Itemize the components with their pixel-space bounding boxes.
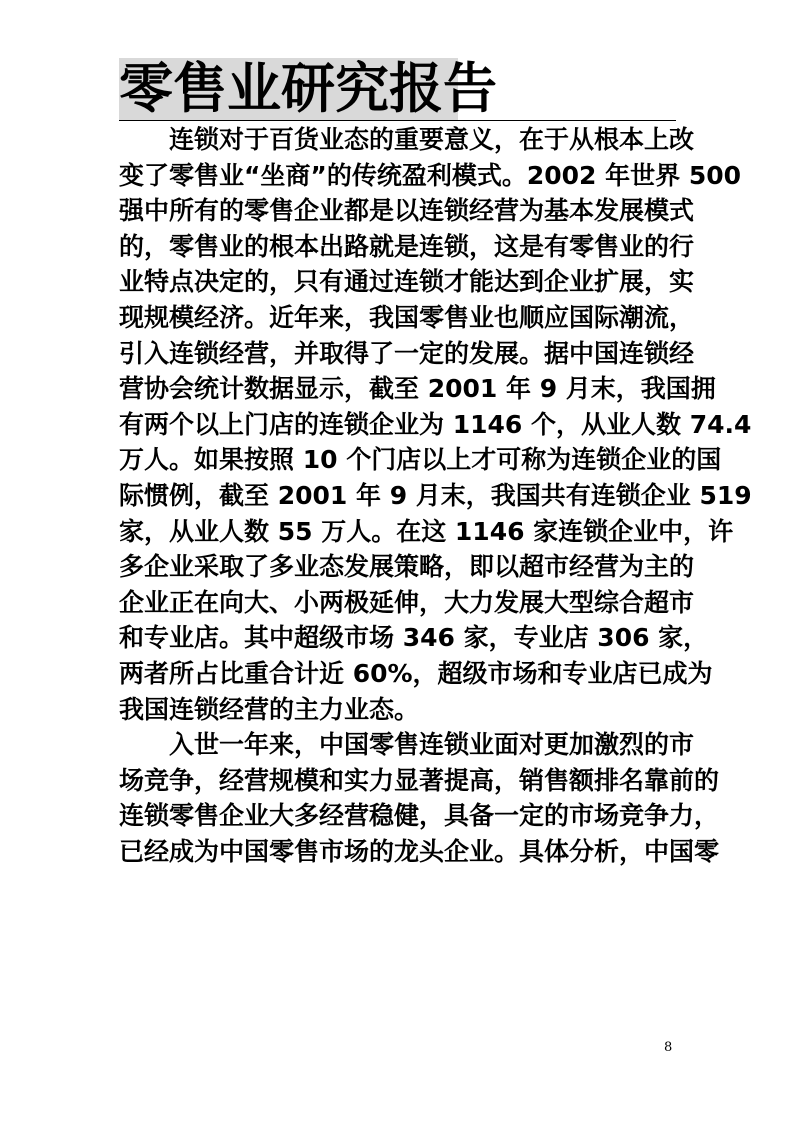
text-line: 变了零售业“坐商”的传统盈利模式。2002 年世界 500 [119,160,742,190]
body-text [119,122,752,869]
text-line: 我国连锁经营的主力业态。 [119,694,420,724]
text-line: 连锁零售企业大多经营稳健，具备一定的市场竞争力， [119,801,720,831]
page-number: 8 [664,1040,673,1055]
text-line: 的，零售业的根本出路就是连锁，这是有零售业的行 [119,231,695,261]
text-line: 家，从业人数 55 万人。在这 1146 家连锁企业中，许 [119,516,734,546]
text-line: 和专业店。其中超级市场 346 家，专业店 306 家， [119,623,709,653]
text-line: 际惯例，截至 2001 年 9 月末，我国共有连锁企业 519 [119,480,752,510]
report-title: 零售业研究报告 [119,57,497,120]
text-line: 有两个以上门店的连锁企业为 1146 个，从业人数 74.4 [119,409,752,439]
text-line: 业特点决定的，只有通过连锁才能达到企业扩展，实 [119,267,695,297]
text-line: 强中所有的零售企业都是以连锁经营为基本发展模式 [119,196,695,226]
text-line: 企业正在向大、小两极延伸，大力发展大型综合超市 [119,587,695,617]
text-line: 两者所占比重合计近 60%，超级市场和专业店已成为 [119,658,713,688]
text-line: 多企业采取了多业态发展策略，即以超市经营为主的 [119,552,695,582]
paragraph-1 [119,122,752,727]
text-line: 引入连锁经营，并取得了一定的发展。据中国连锁经 [119,338,695,368]
paragraph-2 [119,727,720,869]
text-line: 场竞争，经营规模和实力显著提高，销售额排名靠前的 [119,765,720,795]
text-line: 万人。如果按照 10 个门店以上才可称为连锁企业的国 [119,445,722,475]
text-line: 现规模经济。近年来，我国零售业也顺应国际潮流， [119,302,695,332]
text-line: 已经成为中国零售市场的龙头企业。具体分析，中国零 [119,836,720,866]
text-line: 连锁对于百货业态的重要意义，在于从根本上改 [169,125,695,154]
text-line: 营协会统计数据显示，截至 2001 年 9 月末，我国拥 [119,374,716,404]
text-line: 入世一年来，中国零售连锁业面对更加激烈的市 [169,730,695,760]
title-underline [119,120,676,121]
